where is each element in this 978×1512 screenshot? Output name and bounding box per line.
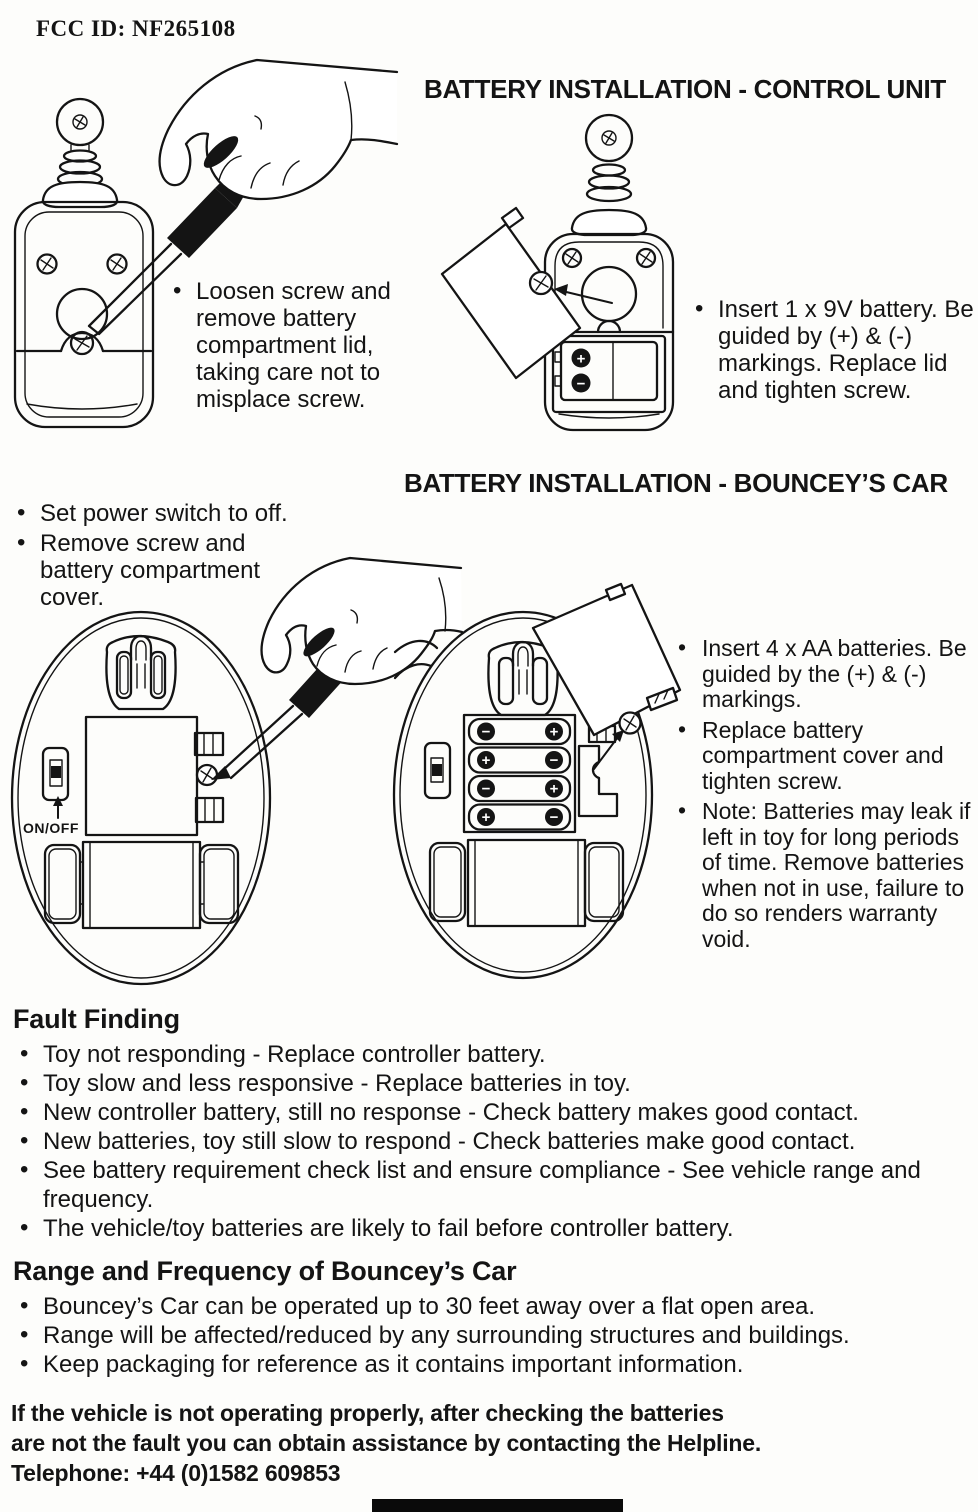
range-item: • Bouncey’s Car can be operated up to 30 feet away over a flat open area.	[13, 1292, 955, 1321]
aa-batteries	[464, 715, 575, 832]
fcc-id: FCC ID: NF265108	[36, 16, 236, 41]
helpline-note	[11, 1398, 961, 1488]
range-frequency-heading: Range and Frequency of Bouncey’s Car	[13, 1256, 517, 1286]
screw-icon	[563, 249, 581, 267]
battery-cover-removed	[533, 584, 680, 735]
front-wheel-icon	[106, 636, 175, 709]
step-item: • Loosen screw and remove battery compartment lid, taking care not to misplace screw.	[166, 278, 418, 413]
screw-icon	[530, 272, 552, 294]
helpline-line: If the vehicle is not operating properly, after checking the batteries	[11, 1400, 724, 1426]
svg-text:+: +	[549, 780, 559, 798]
screw-icon	[71, 332, 93, 354]
control-unit-open-diagram	[428, 106, 723, 436]
helpline-phone: Telephone: +44 (0)1582 609853	[11, 1460, 341, 1486]
on-off-switch	[425, 743, 450, 798]
connector-tab-icon	[196, 798, 223, 822]
section-title-bounceys-car: BATTERY INSTALLATION - BOUNCEY’S CAR	[404, 468, 948, 498]
screw-icon	[38, 255, 57, 274]
svg-text:−: −	[576, 375, 586, 393]
speaker-bump	[582, 267, 636, 321]
screw-icon	[197, 765, 217, 785]
rear-wheels-icon	[430, 840, 623, 926]
svg-text:−: −	[481, 723, 491, 741]
svg-text:−: −	[481, 780, 491, 798]
antenna-icon	[572, 115, 646, 235]
rear-wheels-icon	[45, 842, 238, 928]
finger-lines	[395, 641, 437, 678]
fault-item: • Toy not responding - Replace controller battery.	[13, 1040, 955, 1069]
screw-icon	[73, 115, 87, 129]
step-item: • Insert 4 x AA batteries. Be guided by the (+) & (-) markings.	[676, 636, 978, 713]
antenna-icon	[43, 99, 117, 207]
battery-cover	[86, 717, 197, 835]
hand-icon	[160, 60, 397, 199]
fault-item: • New batteries, toy still slow to respond - Check batteries make good contact.	[13, 1127, 955, 1156]
battery-compartment	[553, 336, 665, 412]
screw-icon	[108, 255, 127, 274]
svg-text:+: +	[549, 723, 559, 741]
svg-text:−: −	[549, 809, 559, 826]
control-unit-step-list-left	[166, 278, 418, 416]
scan-artifact-bar	[372, 1499, 623, 1512]
on-off-switch	[43, 748, 68, 800]
svg-text:+: +	[481, 752, 491, 769]
range-frequency-list	[13, 1292, 955, 1379]
control-unit-step-list-right	[688, 296, 976, 407]
section-title-control-unit: BATTERY INSTALLATION - CONTROL UNIT	[424, 74, 946, 104]
fault-finding-heading: Fault Finding	[13, 1004, 180, 1034]
svg-text:−: −	[549, 752, 559, 769]
step-item: • Note: Batteries may leak if left in toy for long periods of time. Remove batteries when not in use, failure to do so renders warranty void.	[676, 799, 978, 952]
aa-battery-icon	[469, 719, 570, 744]
connector-tab-icon	[195, 733, 223, 755]
keyhole-slot	[579, 746, 617, 816]
aa-battery-icon	[469, 748, 570, 773]
car-step-list	[676, 636, 978, 957]
screw-icon	[602, 131, 616, 145]
minus-terminal-icon	[572, 374, 591, 393]
range-item: • Range will be affected/reduced by any surrounding structures and buildings.	[13, 1321, 955, 1350]
aa-battery-icon	[469, 776, 570, 801]
car-batteries-diagram	[393, 568, 698, 1013]
screw-icon	[620, 713, 641, 734]
plus-terminal-icon	[572, 349, 591, 368]
screw-icon	[637, 249, 655, 267]
unit-body	[15, 202, 153, 427]
fault-finding-list	[13, 1040, 955, 1243]
step-item: • Replace battery compartment cover and tighten screw.	[676, 718, 978, 795]
fault-item: • Toy slow and less responsive - Replace batteries in toy.	[13, 1069, 955, 1098]
fault-item: • The vehicle/toy batteries are likely to fail before controller battery.	[13, 1214, 955, 1243]
svg-text:+: +	[481, 809, 491, 826]
fault-item: • See battery requirement check list and ensure compliance - See vehicle range and frequency.	[13, 1156, 955, 1214]
on-off-label: ON/OFF	[23, 820, 79, 836]
range-item: • Keep packaging for reference as it contains important information.	[13, 1350, 955, 1379]
aa-battery-icon	[469, 805, 570, 830]
step-item: • Insert 1 x 9V battery. Be guided by (+) & (-) markings. Replace lid and tighten screw.	[688, 296, 976, 404]
nine-volt-battery-icon	[555, 342, 657, 400]
svg-text:+: +	[576, 350, 586, 368]
step-item: • Set power switch to off.	[10, 500, 290, 527]
fault-item: • New controller battery, still no response - Check battery makes good contact.	[13, 1098, 955, 1127]
step-item: • Remove screw and battery compartment cover.	[10, 530, 290, 611]
helpline-line: are not the fault you can obtain assistance by contacting the Helpline.	[11, 1430, 762, 1456]
